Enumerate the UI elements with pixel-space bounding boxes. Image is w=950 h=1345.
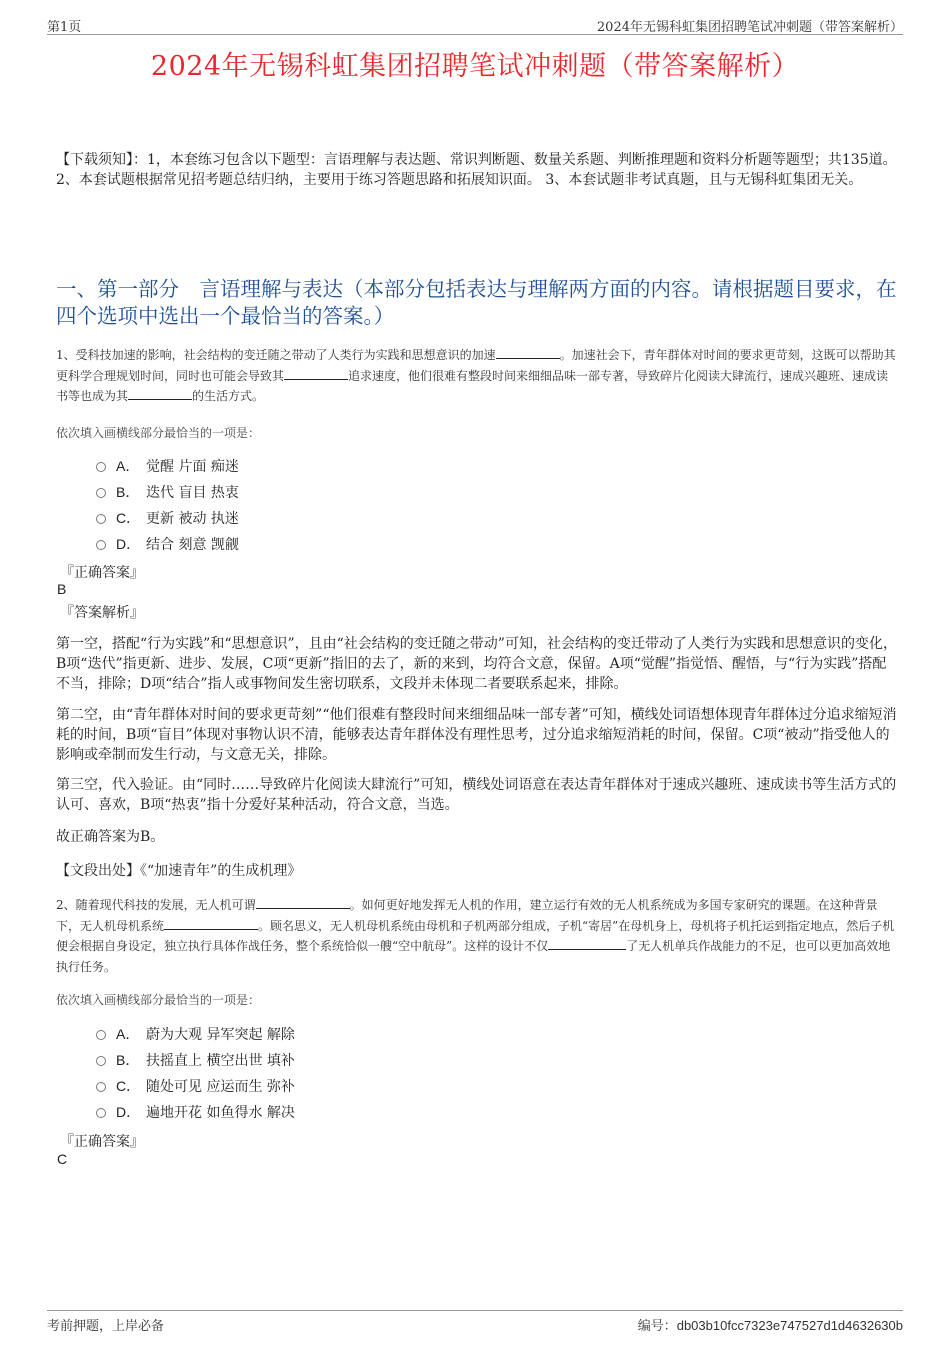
radio-icon[interactable] (96, 488, 106, 498)
blank (284, 366, 348, 380)
correct-answer: C (57, 1151, 68, 1167)
radio-icon[interactable] (96, 514, 106, 524)
option-letter: B． (116, 484, 140, 500)
option-c[interactable] (96, 1073, 295, 1099)
analysis-paragraph: 第一空，搭配“行为实践”和“思想意识”，且由“社会结构的变迁随之带动”可知，社会结构的变迁带动了人类行为实践和思想意识的变化，B项“迭代”指更新、进步、发展，C项“更新”指旧的去了，新的来到，均符合文意，保留。A项“觉醒”指觉悟、醒悟，与“行为实践”搭配不当，排除；D项“结合”指人或事物间发生密切联系，文段并未体现二者要联系起来，排除。 (56, 636, 897, 692)
q2-text-a: 2、随着现代科技的发展，无人机可谓 (56, 898, 256, 912)
blank (256, 895, 350, 909)
blank (164, 916, 258, 930)
option-letter: D． (116, 536, 141, 552)
download-notice: 【下载须知】：1，本套练习包含以下题型：言语理解与表达题、常识判断题、数量关系题、判断推理题和资料分析题等题型；共135道。 2、本套试题根据常见招考题总结归纳，主要用于练习答题思路和拓展知识面。 3、本套试题非考试真题，且与无锡科虹集团无关。 (56, 152, 897, 188)
radio-icon[interactable] (96, 462, 106, 472)
answer-label: 『正确答案』 (60, 565, 144, 581)
q1-text-c: 追求速度，他们很难有整段时间来细细品味一部专著，导致碎片化阅读大肆流行，速成兴趣班、速成读书等也成为其 (56, 368, 889, 403)
q1-text-a: 1、受科技加速的影响，社会结构的变迁随之带动了人类行为实践和思想意识的加速 (56, 348, 496, 362)
option-letter: A． (116, 458, 140, 474)
page-header (47, 14, 903, 35)
option-text: 蔚为大观 异军突起 解除 (146, 1027, 295, 1043)
answer-label: 『正确答案』 (60, 1134, 144, 1150)
analysis-paragraph: 第三空，代入验证。由“同时……导致碎片化阅读大肆流行”可知，横线处词语意在表达青年群体对于速成兴趣班、速成读书等生活方式的认可、喜欢，B项“热衷”指十分爱好某种活动，符合文意，当选。 (56, 777, 897, 813)
option-text: 更新 被动 执迷 (146, 511, 239, 527)
option-text: 遍地开花 如鱼得水 解决 (146, 1105, 295, 1121)
document-title: 2024年无锡科虹集团招聘笔试冲刺题（带答案解析） (150, 51, 800, 82)
q2-text-b: 。如何更好地发挥无人机的作用，建立运行有效的无人机系统成为多国专家研究的课题。在这种背景下，无人机母机系统 (56, 898, 878, 933)
q1-text-b: 。加速社会下，青年群体对时间的要求更苛刻，这既可以帮助其更科学合理规划时间，同时也可能会导致其 (56, 348, 896, 383)
footer-slogan: 考前押题，上岸必备 (47, 1319, 165, 1334)
page-number: 第1页 (47, 20, 82, 35)
question-2-text (56, 895, 898, 977)
option-text: 觉醒 片面 痴迷 (146, 459, 239, 475)
q2-text-c: 。顾名思义，无人机母机系统由母机和子机两部分组成，子机“寄居”在母机身上，母机将子机托运到指定地点，然后子机便会根据自身设定，独立执行具体作战任务，整个系统恰似一艘“空中航母”。这样的设计不仅 (56, 918, 895, 953)
option-letter: D． (116, 1104, 141, 1120)
option-b[interactable] (96, 1047, 295, 1073)
page-footer (47, 1310, 903, 1335)
radio-icon[interactable] (96, 1030, 106, 1040)
code-label: 编号： (637, 1319, 677, 1334)
option-letter: B． (116, 1052, 140, 1068)
analysis-paragraph: 第二空，由“青年群体对时间的要求更苛刻”“他们很难有整段时间来细细品味一部专著”可知，横线处词语想体现青年群体过分追求缩短消耗的时间，B项“盲目”体现对事物认识不清，能够表达青年群体没有理性思考，过分追求缩短消耗的时间，保留。C项“被动”指受他人的影响或牵制而发生行动，与文意无关，排除。 (56, 707, 897, 763)
analysis-label: 『答案解析』 (60, 605, 144, 621)
option-letter: C． (116, 510, 141, 526)
question-1-options (96, 453, 239, 557)
q2-text-d: 了无人机单兵作战能力的不足，也可以更加高效地执行任务。 (56, 939, 891, 974)
header-doc-title: 2024年无锡科虹集团招聘笔试冲刺题（带答案解析） (596, 20, 903, 35)
blank (548, 936, 626, 950)
blank (128, 386, 192, 400)
code-value: db03b10fcc7323e747527d1d4632630b (676, 1318, 903, 1333)
radio-icon[interactable] (96, 540, 106, 550)
option-text: 迭代 盲目 热衷 (146, 485, 239, 501)
option-text: 随处可见 应运而生 弥补 (146, 1079, 295, 1095)
footer-code (638, 1315, 903, 1334)
option-d[interactable] (96, 1099, 295, 1125)
section-heading: 一、第一部分 言语理解与表达（本部分包括表达与理解两方面的内容。请根据题目要求，在四个选项中选出一个最恰当的答案。） (56, 277, 897, 328)
analysis-conclusion: 故正确答案为B。 (56, 829, 165, 845)
radio-icon[interactable] (96, 1056, 106, 1066)
question-1-text (56, 345, 898, 407)
option-text: 结合 刻意 觊觎 (146, 537, 239, 553)
option-c[interactable] (96, 505, 239, 531)
text-source: 【文段出处】《“加速青年”的生成机理》 (56, 863, 302, 879)
option-a[interactable] (96, 1021, 295, 1047)
blank (496, 345, 560, 359)
correct-answer: B (57, 581, 67, 597)
option-letter: C． (116, 1078, 141, 1094)
radio-icon[interactable] (96, 1082, 106, 1092)
option-letter: A． (116, 1026, 140, 1042)
q1-text-d: 的生活方式。 (192, 389, 265, 403)
option-text: 扶摇直上 横空出世 填补 (146, 1053, 295, 1069)
radio-icon[interactable] (96, 1108, 106, 1118)
option-d[interactable] (96, 531, 239, 557)
question-2-options (96, 1021, 295, 1125)
question-2-prompt: 依次填入画横线部分最恰当的一项是： (56, 993, 261, 1007)
question-1-prompt: 依次填入画横线部分最恰当的一项是： (56, 426, 261, 440)
option-b[interactable] (96, 479, 239, 505)
option-a[interactable] (96, 453, 239, 479)
